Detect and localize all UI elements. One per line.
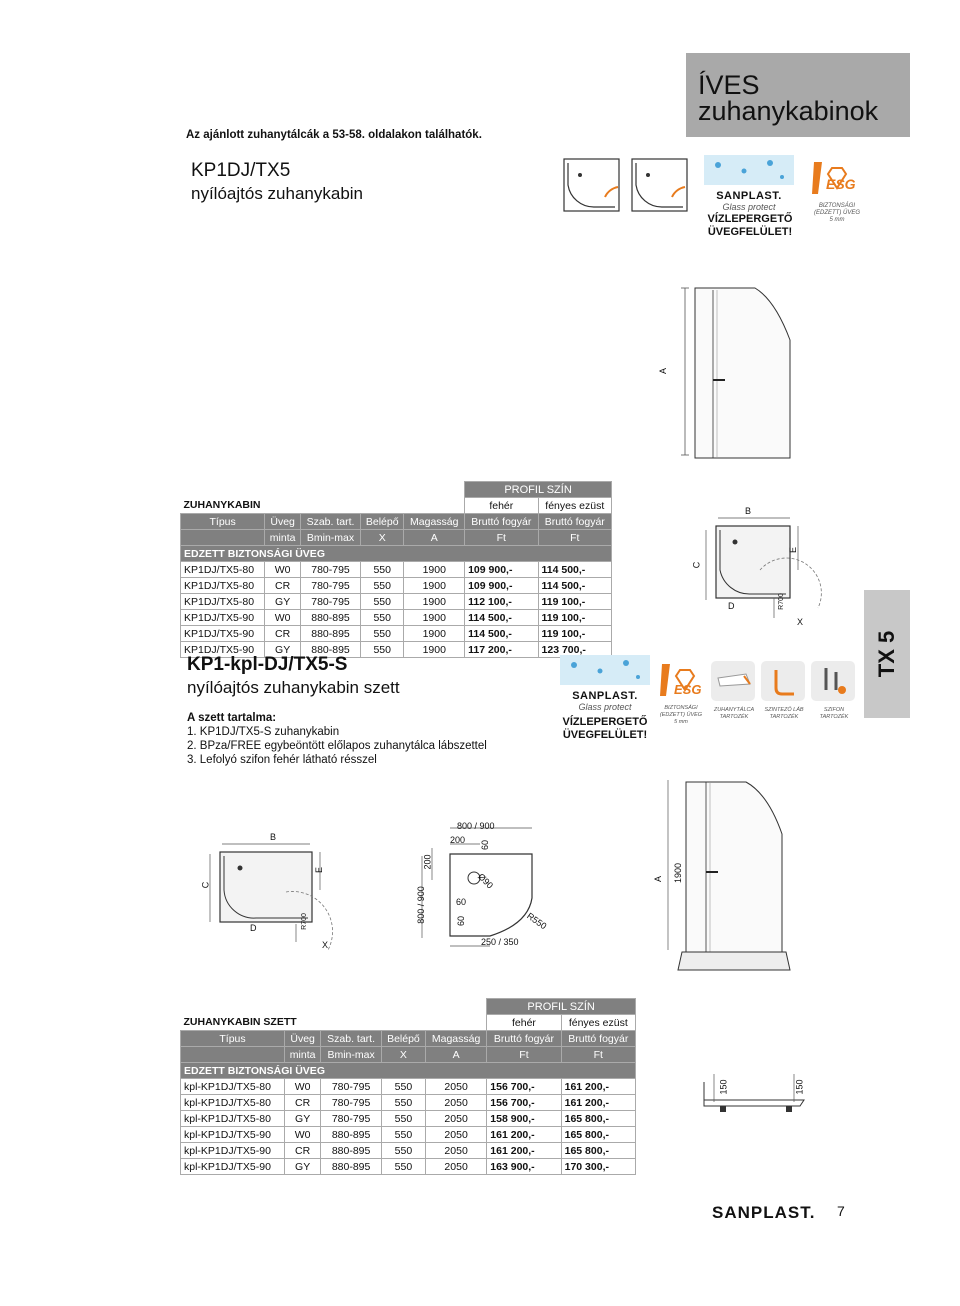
h2-tipus [181,530,265,546]
tray-dim-90: Ø90 [475,871,496,891]
tray-section-150a: 150 [718,1079,729,1095]
water-repellent-line1: VÍZLEPERGETŐ [707,213,793,225]
accessory-tray [710,660,758,721]
cell-price-white: 156 700,- [487,1095,561,1111]
dim-b: B [745,506,752,516]
set-dim-c: C [200,881,211,889]
shower-tray-icon [710,660,756,702]
cell-range: 780-795 [301,562,361,578]
header-row-1 [181,514,612,530]
h-belepo: Belépő [381,1031,425,1047]
table-row [181,1095,636,1111]
table-row [181,1159,636,1175]
acc-2-l1: ZUHANYTÁLCA [713,707,755,713]
cell-range: 780-795 [321,1111,382,1127]
cell-glass: W0 [265,610,301,626]
cell-range: 780-795 [321,1095,382,1111]
cell-price-white: 161 200,- [487,1143,561,1159]
glass-protect-badge-mid [560,655,650,717]
table-row [181,1079,636,1095]
tray-dim-60a: 60 [480,839,491,851]
cell-entry: 550 [361,594,404,610]
set-dim-r700: R700 [300,913,308,930]
cell-type: KP1DJ/TX5-80 [181,578,265,594]
glass-protect-badge-top [704,155,794,217]
h2-ft-white: Ft [465,530,538,546]
cell-entry: 550 [381,1095,425,1111]
esg-text-mid: ESG [674,682,702,697]
category-line1: ÍVES [698,70,760,100]
glass-protect-label-mid: Glass protect [578,702,632,712]
cabin-plan-diagram [690,500,840,640]
siphon-icon [810,660,856,702]
cell-glass: W0 [265,562,301,578]
tray-dim-200: 200 [450,835,466,845]
set-product-subtitle: nyílóajtós zuhanykabin szett [187,678,400,697]
h-price-silver: Bruttó fogyár [538,514,611,530]
cell-type: KP1DJ/TX5-80 [181,594,265,610]
set-product-code: KP1-kpl-DJ/TX5-S [187,654,348,675]
cell-height: 2050 [425,1079,486,1095]
h2-bmin: Bmin-max [301,530,361,546]
acc-2-l2: TARTOZÉK [719,714,749,720]
water-repellent-line2: ÜVEGFELÜLET! [707,226,793,238]
cell-height: 1900 [404,610,465,626]
cell-entry: 550 [361,578,404,594]
h2-x: X [381,1047,425,1063]
cell-glass: CR [285,1095,321,1111]
dim-d: D [728,601,735,611]
h2-ft-white: Ft [487,1047,561,1063]
cell-glass: CR [265,626,301,642]
series-tab [864,590,910,718]
h-tipus: Típus [181,514,265,530]
cell-price-white: 114 500,- [465,626,538,642]
cell-type: kpl-KP1DJ/TX5-80 [181,1079,285,1095]
recommended-trays-note: Az ajánlott zuhanytálcák a 53-58. oldalakon találhatók. [186,129,482,141]
water-drops-icon [560,655,650,685]
esg-caption-2: (EDZETT) ÜVEG [814,210,860,216]
set-dim-b: B [270,832,277,842]
set-plan-diagram [200,830,340,960]
acc-4-l2: TARTOZÉK [819,714,849,720]
h-szab: Szab. tart. [301,514,361,530]
dim-a-top: A [658,367,669,375]
glass-protect-label: Glass protect [722,202,776,212]
cell-height: 1900 [404,642,465,658]
cabin-front-drawing [655,280,805,480]
h-tipus: Típus [181,1031,285,1047]
tray-dim-r550: R550 [525,910,549,932]
table-row [181,1111,636,1127]
cell-range: 880-895 [301,626,361,642]
cell-price-silver: 123 700,- [538,642,611,658]
h2-ft-silver: Ft [561,1047,635,1063]
cell-height: 1900 [404,578,465,594]
acc-1-l2: (EDZETT) ÜVEG [659,712,703,718]
cell-entry: 550 [381,1127,425,1143]
tray-dim-200v: 200 [422,854,433,870]
h-uveg: Üveg [285,1031,321,1047]
water-repellent-label-top [700,213,800,239]
water-repellent-label-mid [555,716,655,742]
cell-range: 880-895 [321,1143,382,1159]
cell-range: 880-895 [321,1127,382,1143]
col-silver: fényes ezüst [538,498,611,514]
col-white: fehér [465,498,538,514]
h2-bmin: Bmin-max [321,1047,382,1063]
set-profile-color-header: PROFIL SZÍN [487,999,636,1015]
cell-price-silver: 161 200,- [561,1079,635,1095]
cell-price-silver: 119 100,- [538,594,611,610]
cell-entry: 550 [381,1159,425,1175]
esg-badge-top [808,158,866,224]
cell-glass: GY [285,1159,321,1175]
water-drops-icon [704,155,794,185]
tray-dim-bottom: 250 / 350 [481,937,519,947]
category-title [698,72,878,124]
category-line2: zuhanykabinok [698,96,879,126]
profile-color-header: PROFIL SZÍN [465,482,612,498]
cell-type: kpl-KP1DJ/TX5-90 [181,1159,285,1175]
cell-glass: GY [285,1111,321,1127]
set-item-3: 3. Lefolyó szifon fehér látható résszel [187,754,377,766]
footer-brand-logo: SANPLAST. [712,1203,816,1222]
h2-a: A [404,530,465,546]
set-col-white: fehér [487,1015,561,1031]
acc-4-l1: SZIFON [823,707,845,713]
glass-group-title: EDZETT BIZTONSÁGI ÜVEG [181,546,612,562]
cell-entry: 550 [361,562,404,578]
dim-r700: R700 [777,593,785,610]
cell-price-silver: 170 300,- [561,1159,635,1175]
cell-type: kpl-KP1DJ/TX5-90 [181,1143,285,1159]
header-row-2 [181,530,612,546]
cell-glass: W0 [285,1079,321,1095]
cell-price-white: 158 900,- [487,1111,561,1127]
cell-range: 780-795 [301,578,361,594]
cell-range: 880-895 [301,610,361,626]
h-magassag: Magasság [404,514,465,530]
h-uveg: Üveg [265,514,301,530]
cell-price-silver: 114 500,- [538,578,611,594]
set-item-2: 2. BPza/FREE egybeöntött előlapos zuhanytálca lábszettel [187,740,487,752]
h-price-white: Bruttó fogyár [487,1031,561,1047]
esg-text: ESG [826,176,856,192]
cell-glass: GY [265,642,301,658]
tray-dim-60b: 60 [456,897,467,907]
set-cabin-front-drawing [640,770,800,980]
table-row [181,1127,636,1143]
cell-price-silver: 165 800,- [561,1143,635,1159]
cell-price-white: 161 200,- [487,1127,561,1143]
cell-type: kpl-KP1DJ/TX5-80 [181,1095,285,1111]
h-magassag: Magasság [425,1031,486,1047]
cell-entry: 550 [381,1143,425,1159]
cell-price-white: 109 900,- [465,562,538,578]
h2-ft-silver: Ft [538,530,611,546]
water-repellent-mid-line2: ÜVEGFELÜLET! [562,729,648,741]
acc-3-l1: SZINTEZŐ LÁB [764,707,804,713]
set-header-row-1 [181,1031,636,1047]
dim-e: E [788,546,799,554]
set-item-1: 1. KP1DJ/TX5-S zuhanykabin [187,726,340,738]
cell-height: 1900 [404,626,465,642]
dim-c: C [691,561,702,569]
cell-entry: 550 [381,1111,425,1127]
water-repellent-mid-line1: VÍZLEPERGETŐ [562,716,648,728]
glass-protect-brand: SANPLAST. [716,190,782,202]
set-glass-group-title: EDZETT BIZTONSÁGI ÜVEG [181,1063,636,1079]
cell-price-silver: 165 800,- [561,1127,635,1143]
set-dim-a: A [653,875,664,883]
cell-type: KP1DJ/TX5-90 [181,626,265,642]
accessory-leg [760,660,808,721]
cell-price-silver: 119 100,- [538,610,611,626]
acc-3-l2: TARTOZÉK [769,714,799,720]
cell-entry: 550 [361,626,404,642]
tray-section-150b: 150 [794,1079,805,1095]
accessory-siphon [810,660,858,721]
cell-price-white: 156 700,- [487,1079,561,1095]
cell-type: KP1DJ/TX5-90 [181,642,265,658]
table-row [181,562,612,578]
cell-entry: 550 [361,642,404,658]
cell-height: 2050 [425,1143,486,1159]
series-tab-label: TX 5 [874,630,899,678]
set-dim-e: E [314,866,325,874]
set-contents-heading: A szett tartalma: [187,712,277,724]
set-dim-d: D [250,923,257,933]
cell-type: kpl-KP1DJ/TX5-80 [181,1111,285,1127]
acc-1-l3: 5 mm [674,719,688,725]
cell-entry: 550 [381,1079,425,1095]
cell-glass: W0 [285,1127,321,1143]
cell-price-silver: 165 800,- [561,1111,635,1127]
cell-price-silver: 114 500,- [538,562,611,578]
h2-x: X [361,530,404,546]
tray-dim-60c: 60 [456,915,467,927]
table-section-title: ZUHANYKABIN [183,499,261,512]
cell-price-white: 109 900,- [465,578,538,594]
table-row [181,626,612,642]
set-col-silver: fényes ezüst [561,1015,635,1031]
h2-minta: minta [285,1047,321,1063]
h2-minta: minta [265,530,301,546]
cell-type: kpl-KP1DJ/TX5-90 [181,1127,285,1143]
tray-dim-side: 800 / 900 [415,886,426,924]
glass-protect-brand-mid: SANPLAST. [572,690,638,702]
cabin-price-table [180,481,612,658]
table-row [181,1143,636,1159]
esg-caption-1: BIZTONSÁGI [818,203,856,209]
accessory-esg [652,660,710,726]
cell-glass: CR [265,578,301,594]
set-price-table [180,998,636,1175]
dim-x: X [797,617,804,627]
set-dim-1900: 1900 [673,862,684,884]
acc-1-l1: BIZTONSÁGI [664,705,698,711]
product-code: KP1DJ/TX5 [191,160,291,181]
tray-dim-top: 800 / 900 [457,821,495,831]
cell-range: 880-895 [301,642,361,658]
cell-height: 2050 [425,1111,486,1127]
cell-height: 2050 [425,1095,486,1111]
cell-price-white: 163 900,- [487,1159,561,1175]
cell-type: KP1DJ/TX5-80 [181,562,265,578]
adjustable-leg-icon [760,660,806,702]
cell-price-white: 112 100,- [465,594,538,610]
esg-caption-3: 5 mm [829,217,845,223]
h-szab: Szab. tart. [321,1031,382,1047]
page-number: 7 [837,1203,845,1219]
cell-price-white: 114 500,- [465,610,538,626]
table-row [181,594,612,610]
cell-height: 2050 [425,1159,486,1175]
cell-price-silver: 161 200,- [561,1095,635,1111]
cell-entry: 550 [361,610,404,626]
set-contents [187,711,487,767]
cell-range: 780-795 [321,1079,382,1095]
set-table-section-title: ZUHANYKABIN SZETT [183,1016,297,1029]
set-header-row-2 [181,1047,636,1063]
cell-height: 1900 [404,562,465,578]
cell-height: 1900 [404,594,465,610]
h-belepo: Belépő [361,514,404,530]
cell-type: KP1DJ/TX5-90 [181,610,265,626]
table-row [181,578,612,594]
h-price-silver: Bruttó fogyár [561,1031,635,1047]
cell-price-silver: 119 100,- [538,626,611,642]
set-dim-x: X [322,940,329,950]
h2-tipus [181,1047,285,1063]
h-price-white: Bruttó fogyár [465,514,538,530]
h2-a: A [425,1047,486,1063]
cell-glass: GY [265,594,301,610]
product-subtitle: nyílóajtós zuhanykabin [191,184,364,203]
cell-glass: CR [285,1143,321,1159]
table-row [181,610,612,626]
cell-range: 880-895 [321,1159,382,1175]
cell-price-white: 117 200,- [465,642,538,658]
cell-range: 780-795 [301,594,361,610]
cell-height: 2050 [425,1127,486,1143]
